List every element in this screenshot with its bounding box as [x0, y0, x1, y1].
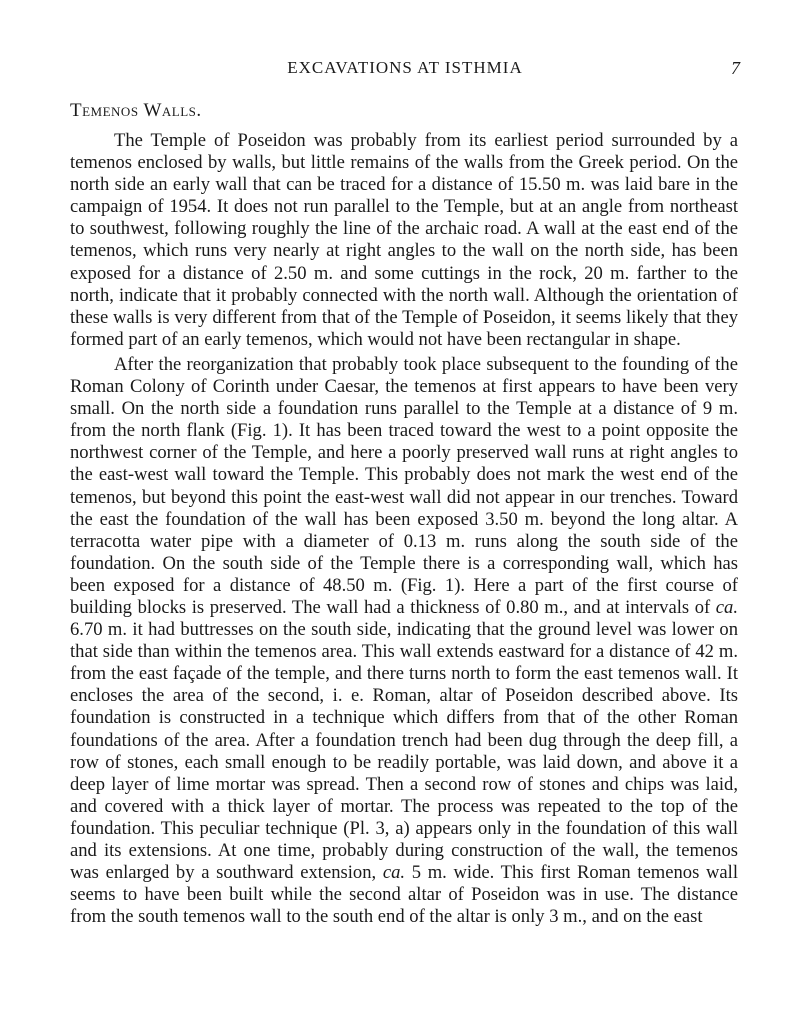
paragraph-1: The Temple of Poseidon was probably from its earliest period surrounded by a temenos enclosed by walls, but little remains of the walls from the Greek period. On the north side an early wall that can be traced for a distance of 15.50 m. was laid bare in the campaign of 1954. It does not run parallel to the Temple, but at an angle from northeast to southwest, following roughly the line of the archaic road. A wall at the east end of the temenos, which runs very nearly at right angles to the wall on the north side, has been exposed for a distance of 2.50 m. and some cuttings in the rock, 20 m. farther to the north, indicate that it probably connected with the north wall. Although the orientation of these walls is very different from that of the Temple of Poseidon, it seems likely that they formed part of an early temenos, which would not have been rectangular in shape. [70, 130, 738, 350]
paragraph-2-part-b: 6.70 m. it had buttresses on the south side, indicating that the ground level was lower on that side than within the temenos area. This wall extends eastward for a distance of 42 m. from the east façade of the temple, and there turns north to form the east temenos wall. It encloses the area of the second, i. e. Roman, altar of Poseidon described above. Its foundation is constructed in a technique which differs from that of the other Roman foundations of the area. After a foundation trench had been dug through the deep fill, a row of stones, each small enough to be readily portable, was laid down, and above it a deep layer of lime mortar was spread. Then a second row of stones and chips was laid, and covered with a thick layer of mortar. The process was repeated to the top of the foundation. This peculiar technique (Pl. 3, a) appears only in the foundation of this wall and its extensions. At one time, probably during construction of the wall, the temenos was enlarged by a southward extension, [70, 619, 738, 884]
abbrev-circa: ca. [382, 862, 406, 884]
section-heading: Temenos Walls. [70, 100, 202, 121]
running-title: EXCAVATIONS AT ISTHMIA [287, 58, 523, 77]
abbrev-circa: ca. [715, 596, 738, 618]
body-text [70, 130, 738, 931]
paragraph-2-part-a: After the reorganization that probably took place subsequent to the founding of the Roman Colony of Corinth under Caesar, the temenos at first appears to have been very small. On the north side a foundation runs parallel to the Temple at a distance of 9 m. from the north flank (Fig. 1). It has been traced toward the west to a point opposite the northwest corner of the Temple, and here a poorly preserved wall runs at right angles to the east-west wall toward the Temple. This probably does not mark the west end of the temenos, but beyond this point the east-west wall did not appear in our trenches. Toward the east the foundation of the wall has been exposed 3.50 m. beyond the long altar. A terracotta water pipe with a diameter of 0.13 m. runs along the south side of the foundation. On the south side of the Temple there is a corresponding wall, which has been exposed for a distance of 48.50 m. (Fig. 1). Here a part of the first course of building blocks is preserved. The wall had a thickness of 0.80 m., and at intervals of [70, 353, 738, 618]
paragraph-2 [70, 354, 738, 928]
page-number: 7 [731, 58, 740, 78]
paragraph-2-part-c: 5 m. wide. This first Roman temenos wall seems to have been built while the second altar of Poseidon was in use. The distance from the south temenos wall to the south end of the altar is only 3 m., and on the east [70, 862, 738, 928]
running-head [70, 58, 740, 82]
